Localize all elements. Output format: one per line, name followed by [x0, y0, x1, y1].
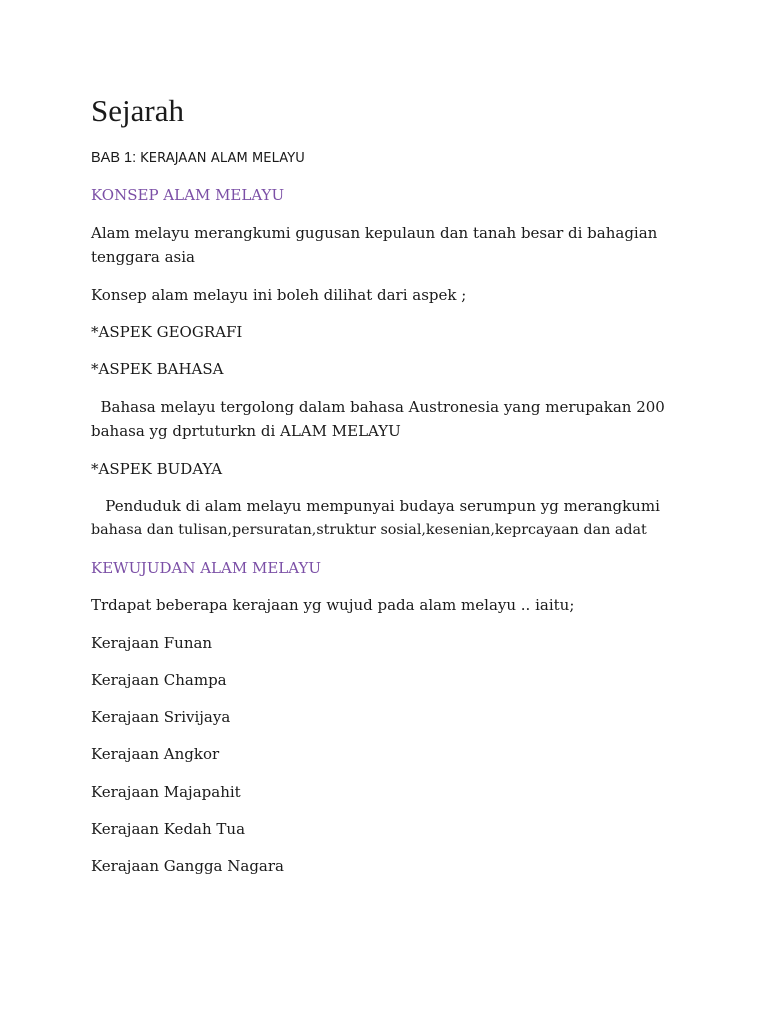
section-heading-kewujudan: KEWUJUDAN ALAM MELAYU: [91, 559, 322, 577]
list-item: Kerajaan Gangga Nagara: [91, 857, 284, 875]
chapter-title: KERAJAAN ALAM MELAYU: [140, 151, 305, 166]
aspek-budaya-label: *ASPEK BUDAYA: [91, 460, 223, 478]
paragraph-line: Penduduk di alam melayu mempunyai budaya serumpun yg merangkumi: [91, 497, 660, 515]
paragraph-line: bahasa yg dprtuturkn di ALAM MELAYU: [91, 422, 401, 440]
chapter-prefix: BAB 1:: [91, 150, 141, 166]
list-item: Kerajaan Srivijaya: [91, 708, 231, 726]
chapter-heading: [91, 148, 305, 169]
document-title: Sejarah: [91, 93, 184, 128]
list-item: Kerajaan Funan: [91, 634, 213, 652]
paragraph-line: Konsep alam melayu ini boleh dilihat dari aspek ;: [91, 286, 467, 304]
section-heading-konsep: KONSEP ALAM MELAYU: [91, 186, 285, 204]
list-item: Kerajaan Kedah Tua: [91, 820, 246, 838]
paragraph-line: tenggara asia: [91, 248, 195, 266]
list-item: Kerajaan Majapahit: [91, 783, 241, 801]
paragraph-line: Alam melayu merangkumi gugusan kepulaun dan tanah besar di bahagian: [91, 224, 658, 242]
paragraph-line: Bahasa melayu tergolong dalam bahasa Austronesia yang merupakan 200: [91, 398, 665, 416]
aspek-bahasa-label: *ASPEK BAHASA: [91, 360, 224, 378]
aspek-geografi-label: *ASPEK GEOGRAFI: [91, 323, 243, 341]
list-item: Kerajaan Champa: [91, 671, 227, 689]
paragraph-line: Trdapat beberapa kerajaan yg wujud pada alam melayu .. iaitu;: [91, 596, 575, 614]
list-item: Kerajaan Angkor: [91, 745, 220, 763]
paragraph-line: bahasa dan tulisan,persuratan,struktur sosial,kesenian,keprcayaan dan adat: [91, 522, 647, 538]
